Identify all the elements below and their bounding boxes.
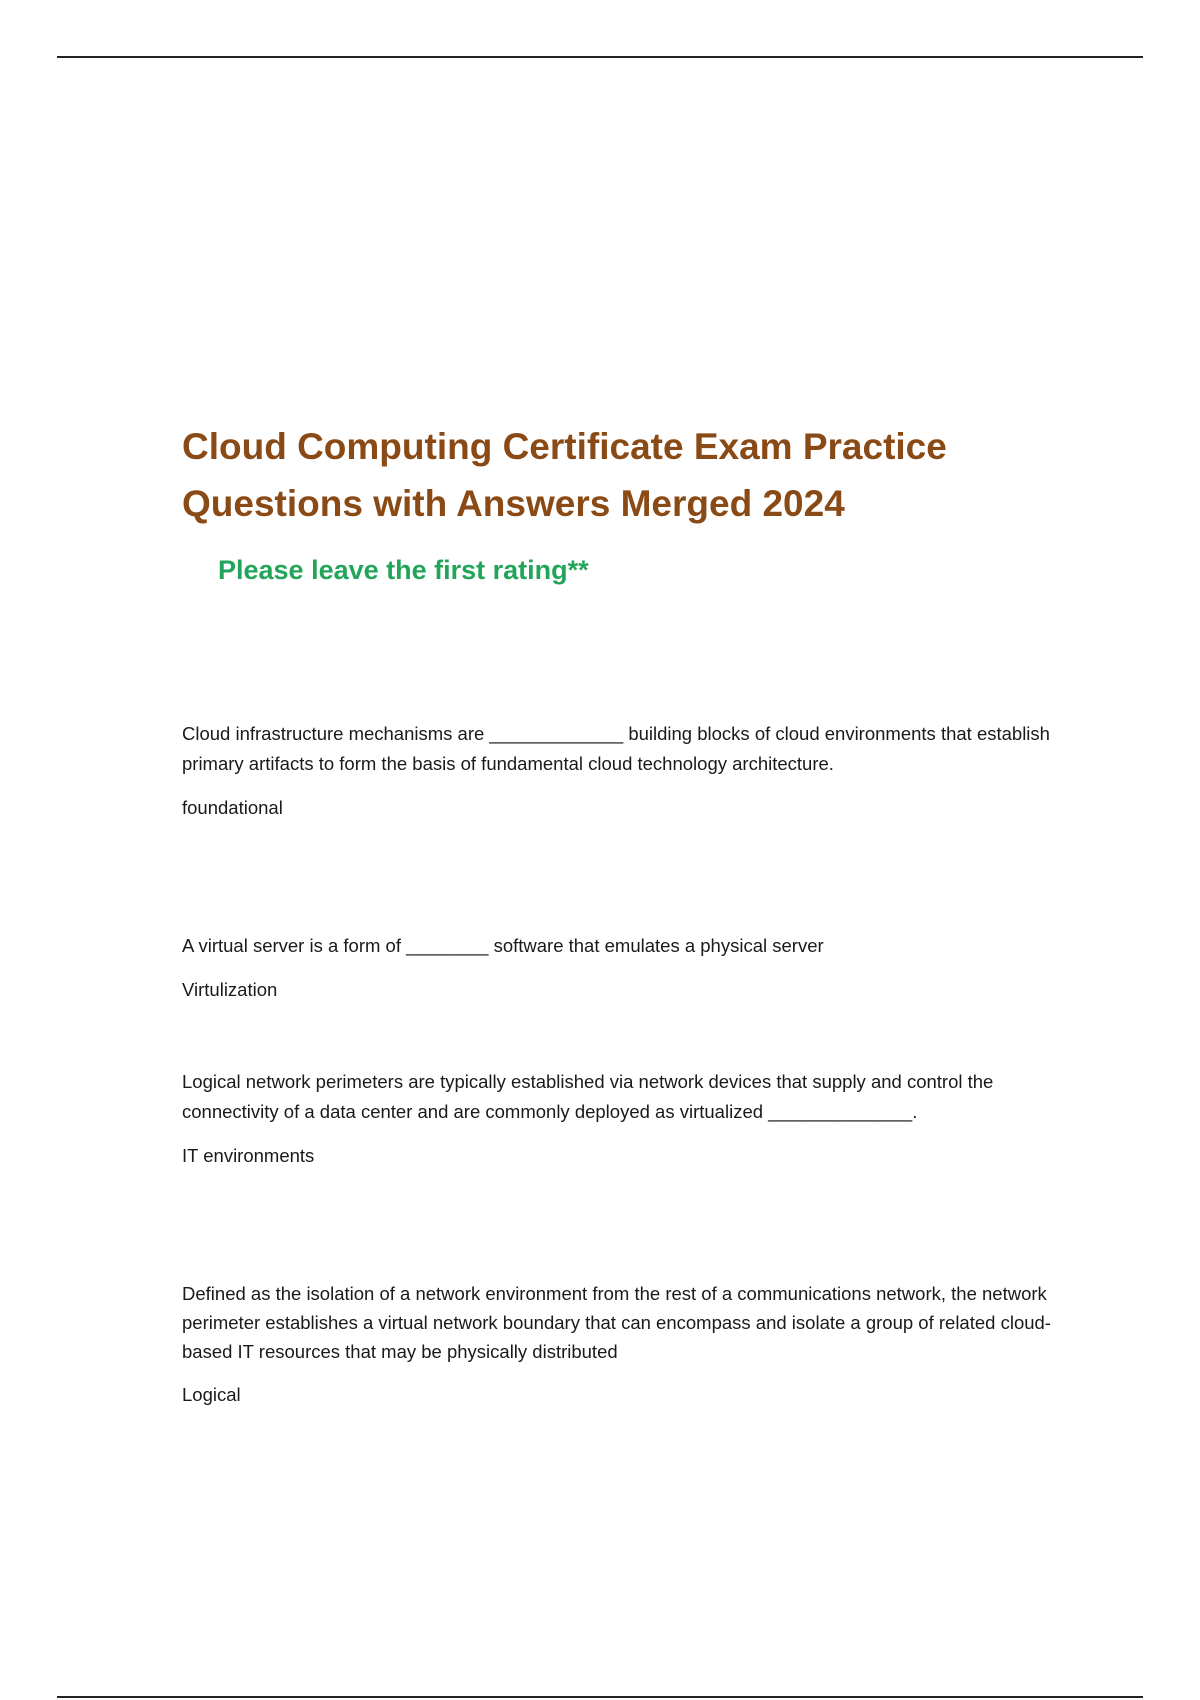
qa-item [182, 1279, 1087, 1410]
qa-item [182, 1067, 1087, 1171]
top-rule [57, 56, 1143, 58]
rating-request: Please leave the first rating** [218, 555, 589, 585]
document-title [182, 418, 1062, 532]
title-line-1: Cloud Computing Certificate Exam Practice [182, 426, 947, 467]
question-text: Cloud infrastructure mechanisms are _____________ building blocks of cloud environments that establish primary artifacts to form the basis of fundamental cloud technology architecture. [182, 723, 1050, 774]
answer-text: IT environments [182, 1145, 315, 1166]
answer-text: Logical [182, 1384, 241, 1405]
title-line-2: Questions with Answers Merged 2024 [182, 483, 845, 524]
qa-item [182, 931, 1087, 1005]
question-text: Logical network perimeters are typically established via network devices that supply and control the connectivity of a data center and are commonly deployed as virtualized ______________. [182, 1071, 994, 1122]
question-text: Defined as the isolation of a network environment from the rest of a communications network, the network perimeter establishes a virtual network boundary that can encompass and isolate a group of related cloud-based IT resources that may be physically distributed [182, 1283, 1051, 1362]
question-text: A virtual server is a form of ________ software that emulates a physical server [182, 935, 824, 956]
qa-item [182, 719, 1087, 823]
answer-text: Virtulization [182, 979, 278, 1000]
answer-text: foundational [182, 797, 283, 818]
bottom-rule [57, 1696, 1143, 1698]
